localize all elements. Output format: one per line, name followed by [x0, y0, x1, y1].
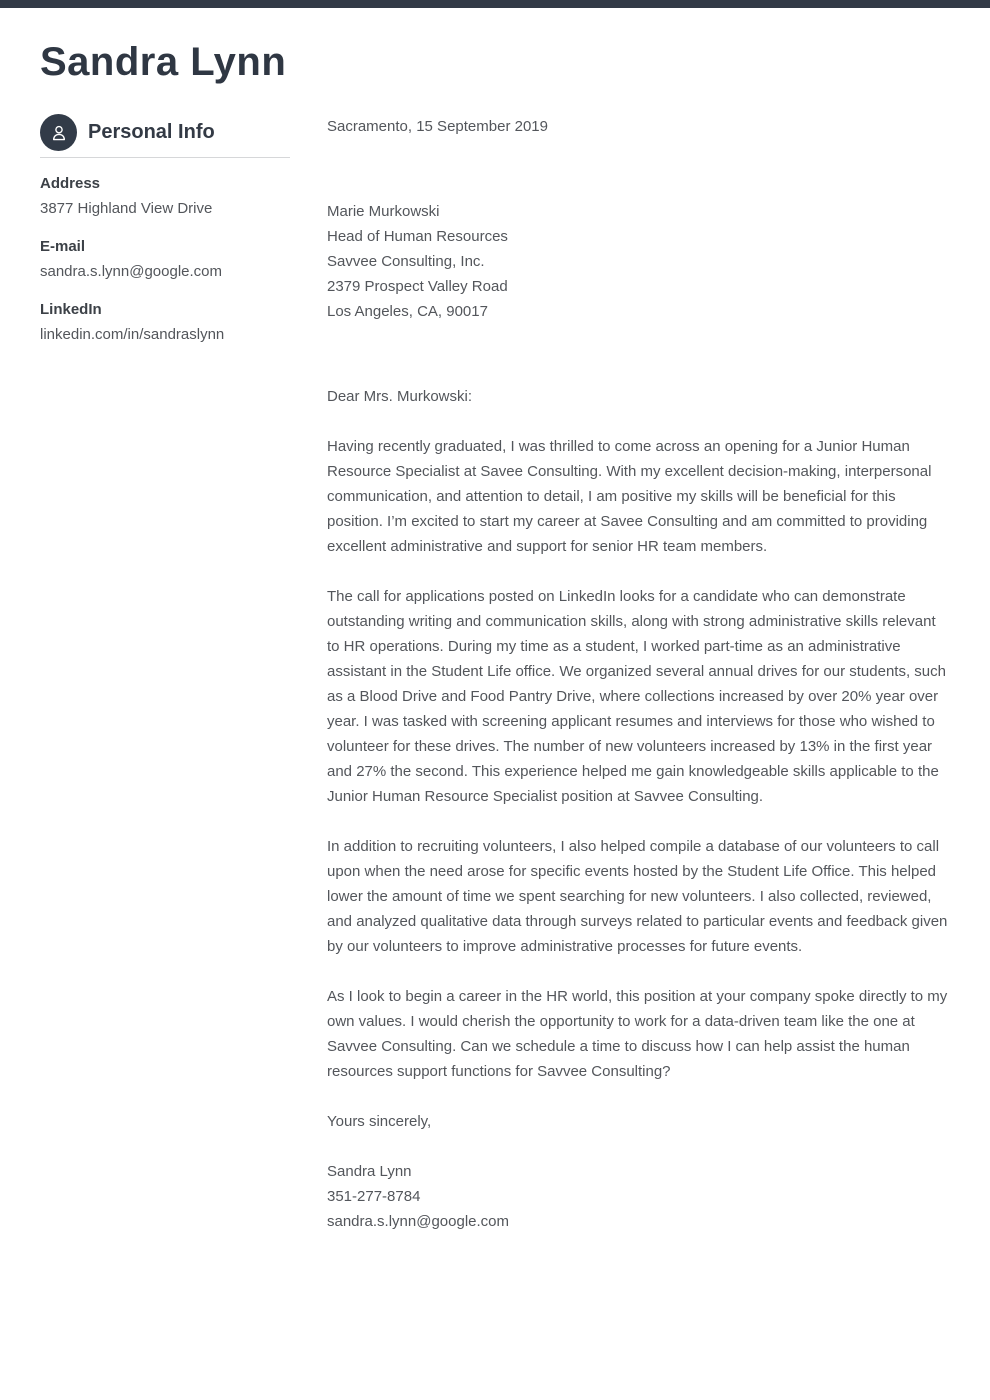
- date-line: Sacramento, 15 September 2019: [327, 118, 548, 135]
- paragraph-1: Having recently graduated, I was thrilled to come across an opening for a Junior Human Resource Specialist at Savee Consulting. With my excellent decision-making, interpersonal communication, and attention to detail, I am positive my skills will be beneficial for this position. I’m excited to start my career at Savee Consulting and am committed to providing excellent administrative and support for senior HR team members.: [327, 438, 932, 555]
- recipient-block: [327, 199, 950, 324]
- recipient-name: Marie Murkowski: [327, 203, 440, 220]
- letter-body: [327, 114, 950, 1234]
- sidebar-section-title: Personal Info: [88, 121, 215, 143]
- closing: Yours sincerely,: [327, 1113, 432, 1130]
- applicant-name: Sandra Lynn: [40, 40, 287, 84]
- recipient-city: Los Angeles, CA, 90017: [327, 303, 488, 320]
- field-address: [40, 171, 290, 221]
- signature-block: [327, 1159, 950, 1234]
- signature-phone: 351-277-8784: [327, 1188, 421, 1205]
- field-value: 3877 Highland View Drive: [40, 200, 213, 217]
- field-label: LinkedIn: [40, 301, 102, 318]
- signature-email: sandra.s.lynn@google.com: [327, 1213, 509, 1230]
- recipient-company: Savvee Consulting, Inc.: [327, 253, 485, 270]
- field-label: E-mail: [40, 238, 86, 255]
- personal-info-sidebar: [40, 114, 290, 347]
- field-linkedin: [40, 297, 290, 347]
- field-value: sandra.s.lynn@google.com: [40, 263, 222, 280]
- recipient-street: 2379 Prospect Valley Road: [327, 278, 508, 295]
- signature-name: Sandra Lynn: [327, 1163, 412, 1180]
- paragraph-2: The call for applications posted on LinkedIn looks for a candidate who can demonstrate outstanding writing and communication skills, along with strong administrative skills relevant to HR operations. During my time as a student, I worked part-time as an administrative assistant in the Student Life office. We organized several annual drives for our students, such as a Blood Drive and Food Pantry Drive, where collections increased by over 20% year over year. I was tasked with screening applicant resumes and interviews for those who wished to volunteer for these drives. The number of new volunteers increased by 13% in the first year and 27% the second. This experience helped me gain knowledgeable skills applicable to the Junior Human Resource Specialist position at Savvee Consulting.: [327, 588, 946, 805]
- field-value: linkedin.com/in/sandraslynn: [40, 326, 225, 343]
- sidebar-divider: [40, 157, 290, 158]
- paragraph-3: In addition to recruiting volunteers, I also helped compile a database of our volunteers to call upon when the need arose for specific events hosted by the Student Life Office. This helped lower the amount of time we spent searching for new volunteers. I also collected, reviewed, and analyzed qualitative data through surveys related to particular events and feedback given by our volunteers to improve administrative processes for future events.: [327, 838, 948, 955]
- paragraph-4: As I look to begin a career in the HR world, this position at your company spoke directly to my own values. I would cherish the opportunity to work for a data-driven team like the one at Savvee Consulting. Can we schedule a time to discuss how I can help assist the human resources support functions for Savvee Consulting?: [327, 988, 948, 1080]
- top-accent-bar: [0, 0, 990, 8]
- sidebar-heading: [40, 114, 290, 151]
- person-icon: [40, 114, 77, 151]
- page-content: [0, 39, 990, 1234]
- field-email: [40, 234, 290, 284]
- two-column-layout: [40, 114, 950, 1234]
- salutation: Dear Mrs. Murkowski:: [327, 388, 473, 405]
- recipient-title: Head of Human Resources: [327, 228, 508, 245]
- field-label: Address: [40, 175, 101, 192]
